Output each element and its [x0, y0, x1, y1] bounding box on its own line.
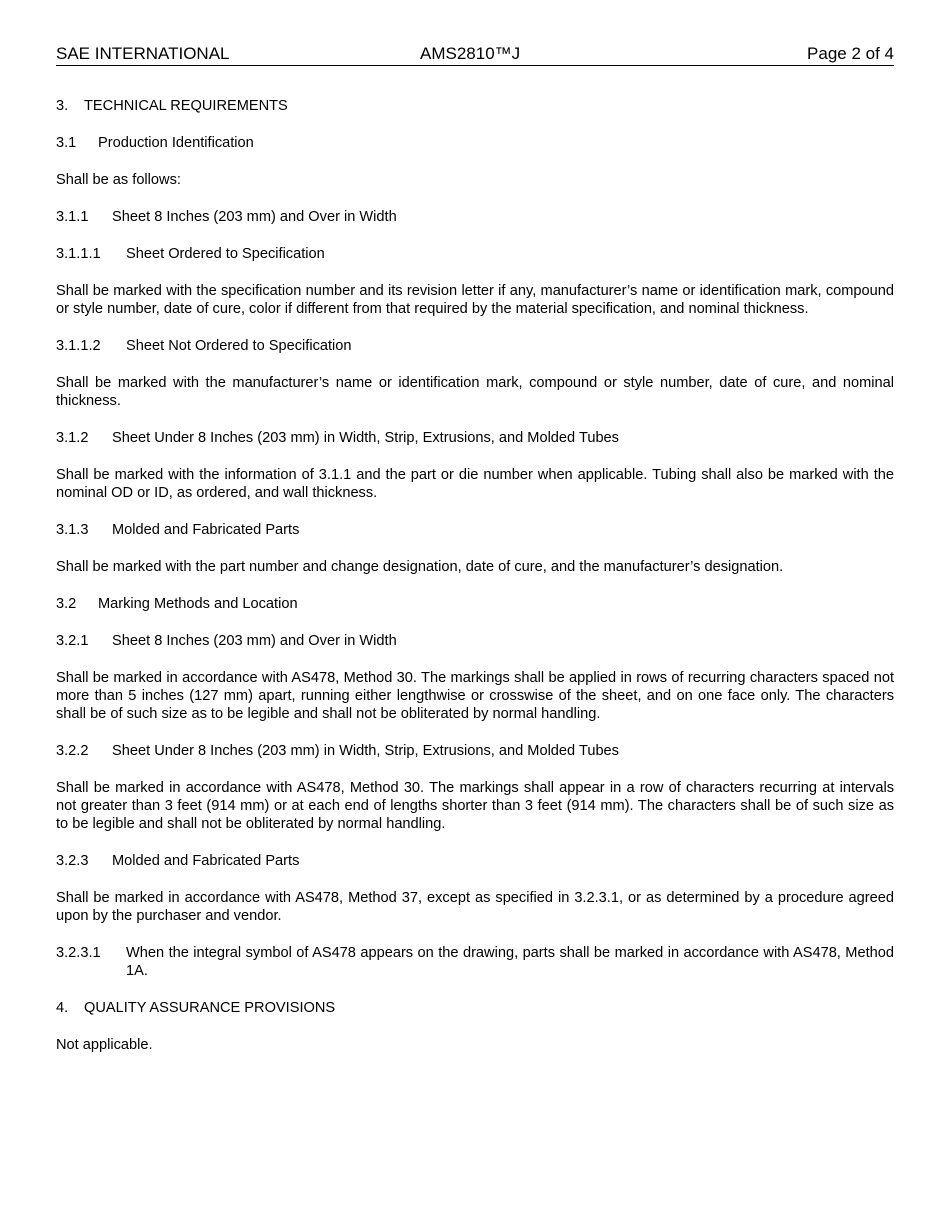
page-header: [56, 44, 894, 66]
section-3-2-3-heading: [56, 852, 894, 870]
section-title: Sheet Under 8 Inches (203 mm) in Width, Strip, Extrusions, and Molded Tubes: [112, 430, 619, 446]
section-number: 3.2.3.1: [56, 945, 101, 961]
section-number: 3.: [56, 98, 69, 114]
section-4-heading: [56, 999, 894, 1017]
section-number: 3.2.3: [56, 853, 89, 869]
section-3-1-1-2-paragraph: Shall be marked with the manufacturer’s name or identification mark, compound or style number, date of cure, and nominal thickness.: [56, 375, 894, 409]
section-3-1-1-1-paragraph: Shall be marked with the specification number and its revision letter if any, manufacturer’s name or identification mark, compound or style number, date of cure, color if different from that required by the material specification, and nominal thickness.: [56, 283, 894, 317]
section-title: Production Identification: [98, 135, 254, 151]
section-title: Sheet Not Ordered to Specification: [126, 338, 352, 354]
section-3-2-2-heading: [56, 742, 894, 760]
header-page-number: Page 2 of 4: [807, 44, 894, 63]
section-3-2-1-paragraph: Shall be marked in accordance with AS478, Method 30. The markings shall be applied in rows of recurring characters spaced not more than 5 inches (127 mm) apart, running either lengthwise or crosswise of the sheet, and on one face only. The characters shall be of such size as to be legible and shall not be obliterated by normal handling.: [56, 670, 894, 722]
section-4-paragraph: Not applicable.: [56, 1037, 153, 1053]
section-number: 3.1.1.2: [56, 338, 101, 354]
section-3-1-3-paragraph: Shall be marked with the part number and change designation, date of cure, and the manufacturer’s designation.: [56, 559, 784, 575]
section-3-1-2-heading: [56, 429, 894, 447]
section-3-1-paragraph: Shall be as follows:: [56, 172, 181, 188]
section-3-2-1-heading: [56, 632, 894, 650]
section-number: 3.1.2: [56, 430, 89, 446]
section-3-1-2-paragraph: Shall be marked with the information of 3.1.1 and the part or die number when applicable. Tubing shall also be marked with the nominal OD or ID, as ordered, and wall thickness.: [56, 467, 894, 501]
section-title: Molded and Fabricated Parts: [112, 853, 300, 869]
section-title: Sheet 8 Inches (203 mm) and Over in Width: [112, 633, 397, 649]
section-title: Marking Methods and Location: [98, 596, 298, 612]
section-3-2-2-paragraph: Shall be marked in accordance with AS478, Method 30. The markings shall appear in a row of characters recurring at intervals not greater than 3 feet (914 mm) or at each end of lengths shorter than 3 feet (914 mm). The characters shall be of such size as to be legible and shall not be obliterated by normal handling.: [56, 780, 894, 832]
section-3-2-3-paragraph: Shall be marked in accordance with AS478, Method 37, except as specified in 3.2.3.1, or as determined by a procedure agreed upon by the purchaser and vendor.: [56, 890, 894, 924]
section-title: QUALITY ASSURANCE PROVISIONS: [84, 1000, 336, 1016]
section-title: Molded and Fabricated Parts: [112, 522, 300, 538]
section-number: 3.1.1.1: [56, 246, 101, 262]
section-text: When the integral symbol of AS478 appears on the drawing, parts shall be marked in accordance with AS478, Method 1A.: [126, 945, 894, 979]
header-document-number: AMS2810™J: [420, 44, 521, 63]
section-3-1-3-heading: [56, 521, 894, 539]
section-title: Sheet Under 8 Inches (203 mm) in Width, Strip, Extrusions, and Molded Tubes: [112, 743, 619, 759]
section-3-1-1-heading: [56, 208, 894, 226]
section-number: 3.1.1: [56, 209, 89, 225]
section-3-1-1-1-heading: [56, 245, 894, 263]
section-3-1-1-2-heading: [56, 337, 894, 355]
document-body: [56, 97, 894, 1073]
section-number: 3.2.1: [56, 633, 89, 649]
section-3-2-3-1-item: [56, 944, 894, 980]
section-number: 3.2: [56, 596, 77, 612]
section-number: 3.1: [56, 135, 77, 151]
section-title: Sheet Ordered to Specification: [126, 246, 325, 262]
section-title: TECHNICAL REQUIREMENTS: [84, 98, 288, 114]
section-title: Sheet 8 Inches (203 mm) and Over in Width: [112, 209, 397, 225]
section-number: 4.: [56, 1000, 69, 1016]
section-number: 3.2.2: [56, 743, 89, 759]
section-3-heading: [56, 97, 894, 115]
section-3-2-heading: [56, 595, 894, 613]
header-organization: SAE INTERNATIONAL: [56, 44, 230, 63]
section-number: 3.1.3: [56, 522, 89, 538]
section-3-1-heading: [56, 134, 894, 152]
